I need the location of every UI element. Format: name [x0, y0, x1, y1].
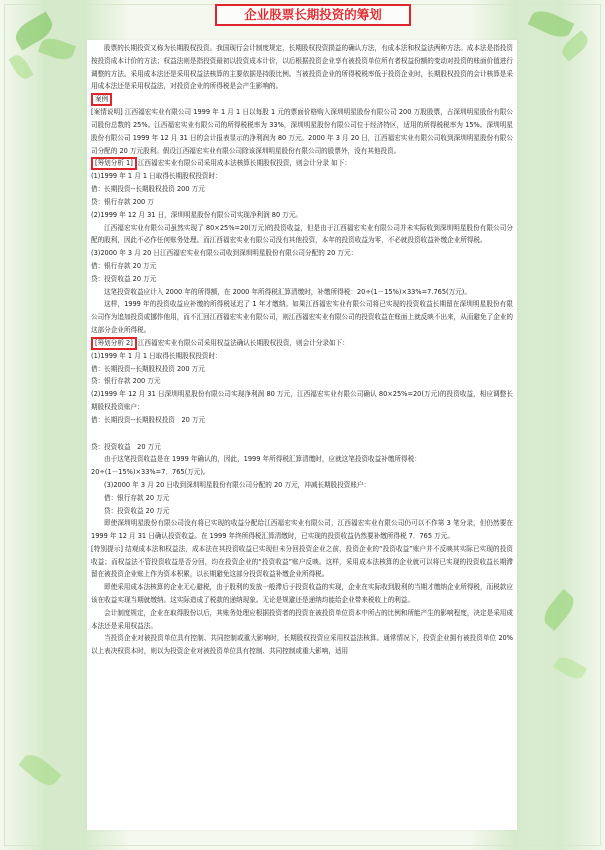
- journal-entry-debit: 借：银行存款 20 万元: [104, 493, 170, 502]
- analysis1-step2: (2)1999 年 12 月 31 日，深圳明星股份有限公司实现净利润 80 万元。: [91, 210, 303, 219]
- analysis1-step3: (3)2000 年 3 月 20 日江西福宏实业有限公司收到深圳明星股份有限公司分配的 20 万元：: [91, 249, 358, 258]
- journal-entry-credit: 贷：投资收益 20 万元: [104, 506, 170, 515]
- document-title: 企业股票长期投资的筹划: [215, 4, 411, 26]
- accounting-rule: 会计制度规定，企业在取得股份以后，其账务处理应根据投资者的投资在被投资单位资本中所占的比例和所能产生的影响程度，决定是采用成本法还是采用权益法。: [91, 608, 513, 630]
- journal-entry-credit: 贷：银行存款 200 万元: [91, 377, 161, 386]
- case-heading: [91, 93, 513, 106]
- analysis1-tag: [筹划分析 1]: [91, 157, 137, 170]
- journal-entry-debit: 借：长期投资--长期股权投资 20 万元: [91, 415, 206, 424]
- analysis1-explanation: 江西福宏实业有限公司虽然实现了 80×25%=20(万元)的投资收益，但是由于江西福宏实业有限公司并未实际收到深圳明星股份有限公司分配的股利，因此不必作任何账务处理。而江西福宏实业有限公司没有其他投资，本年的投资收益为零，不必就投资收益补缴企业所得税。: [91, 223, 513, 245]
- journal-entry-debit: 借：银行存款 20 万元: [91, 261, 157, 270]
- journal-entry-debit: 借：长期投资--长期股权投资 200 万元: [91, 364, 205, 373]
- equity-method-rule: 当投资企业对被投资单位具有控制、共同控制或重大影响时，长期股权投资应采用权益法核算。通常情况下，投资企业拥有被投资单位 20%以上表决权资本时，则以为投资企业对被投资单位具有控制、共同控制或重大影响，适用: [91, 634, 513, 656]
- analysis1-conclusion: 这样，1999 年的投资收益应补缴的所得税延迟了 1 年才缴纳。如果江西福宏实业有限公司将已实现的投资收益长期留在深圳明星股份有限公司作为追加投资或挪作他用，而不汇回江西福宏实业有限公司，则江西福宏实业有限公司的投资收益在账面上就反映不出来，从而避免了企业的这部分企业所得税。: [91, 300, 513, 334]
- journal-entry-debit: 借：长期投资--长期股权投资 200 万元: [91, 185, 205, 194]
- analysis2-step1: (1)1999 年 1 月 1 日取得长期股权投资时：: [91, 351, 222, 360]
- analysis2-step2: (2)1999 年 12 月 31 日深圳明星股份有限公司实现净利润 80 万元，江西福宏实业有限公司确认 80×25%=20(万元)的投资收益，相应调整长期股权投资账户：: [91, 390, 513, 411]
- document-body: [91, 42, 513, 658]
- analysis2-step3: (3)2000 年 3 月 20 日收到深圳明星股份有限公司分配的 20 万元，冲减长期股投资账户：: [104, 480, 371, 489]
- journal-entry-credit: 贷：投资收益 20 万元: [91, 442, 161, 451]
- intro-paragraph: 股票的长期投资又称为长期股权投资。我国现行会计制度规定，长期股权投资损益的确认方法，有成本法和权益法两种方法。成本法是指投资按投资成本计价的方法；权益法则是指投资最初以投资成本计价，以后根据投资企业享有被投资单位所有者权益份额的变动对投资的账面价值进行调整的方法。采用成本法还是采用权益法核算的主要依据是持股比例。当被投资企业的所得税税率低于投资企业时，长期股权投资的会计核算是采用成本法还是采用权益法，对投资企业的所得税是会产生影响的。: [91, 44, 513, 91]
- case-description: [案情说明] 江西福宏实业有限公司 1999 年 1 月 1 日以每股 1 元的票面价格购入深圳明星股份有限公司 200 万股股票，占深圳明星股份有限公司股份总数的 25%。江西福宏实业有限公司的所得税税率为 33%，深圳明星股份有限公司位于经济特区，适用的所得税税率为 15%。深圳明星股份有限公司 1999 年 12 月 31 日的会计报表显示的净利润为 80 万元。2000 年 3 月 20 日，江西福宏实业有限公司收到深圳明星股份有限公司分配的 20 万元股利。假设江西福宏实业有限公司除该深圳明星股份有限公司的股票外，没有其他投资。: [91, 108, 513, 155]
- analysis1-tax-note: 这笔投资收益应计入 2000 年的所得额，在 2000 年所得税汇算清缴时，补缴所得税：20÷(1－15%)×33%=7.765(万元)。: [104, 287, 471, 296]
- analysis1-intro: 江西福宏实业有限公司采用成本法核算长期股权投资，则会计分录 如下：: [137, 159, 351, 168]
- analysis2-tag: [筹划分析 2]: [91, 337, 137, 350]
- special-note-continued: 即使采用成本法核算的企业无心避税，由于股利的发放一般滞后于投资收益的实现，企业在实际收到股利的当期才缴纳企业所得税，而税款应该在收益实现当期就缴纳。这实际造成了税款的递纳现象。无论是规避还是递纳均能给企业带来税收上的利益。: [91, 583, 513, 605]
- analysis1-heading: [91, 157, 513, 170]
- page-gap: [91, 427, 513, 441]
- analysis2-conclusion: 即使深圳明星股份有限公司没有将已实现的收益分配给江西福宏实业有限公司，江西福宏实业有限公司仍可以不作第 3 笔分录，但仍然要在 1999 年 12 月 31 日确认投资收益。在 1999 年终所得税汇算清缴时，已实现的投资收益仍然要补缴所得税 7．765 万元。: [91, 519, 513, 541]
- analysis1-step1: (1)1999 年 1 月 1 日取得长期股权投资时：: [91, 172, 222, 181]
- journal-entry-credit: 贷：投资收益 20 万元: [91, 274, 157, 283]
- case-tag: 案例: [91, 93, 112, 106]
- journal-entry-credit: 贷：银行存款 200 万: [91, 197, 154, 206]
- analysis2-heading: [91, 337, 513, 350]
- analysis2-tax-note: 由于这笔投资收益是在 1999 年确认的，因此，1999 年所得税汇算清缴时，应就这笔投资收益补缴所得税：: [104, 455, 421, 464]
- special-note: [特别提示] 结观成本法和权益法，成本法在其投资收益已实现但未分回投资企业之前，投资企业的“投资收益”账户并不反映其实际已实现的投资收益；而权益法不管投资收益是否分回，均在投资企业的“投资收益”账户反映。这样，采用成本法核算的企业就可以将已实现的投资收益长期滞留在被投资企业账上作为资本积累，以长期避免这部分投资收益补缴企业所得税。: [91, 544, 513, 579]
- analysis2-intro: 江西福宏实业有限公司采用权益法确认长期股权投资，则会计分录如下：: [137, 338, 349, 347]
- analysis2-tax-formula: 20÷(1－15%)×33%=7．765(万元)。: [91, 468, 210, 477]
